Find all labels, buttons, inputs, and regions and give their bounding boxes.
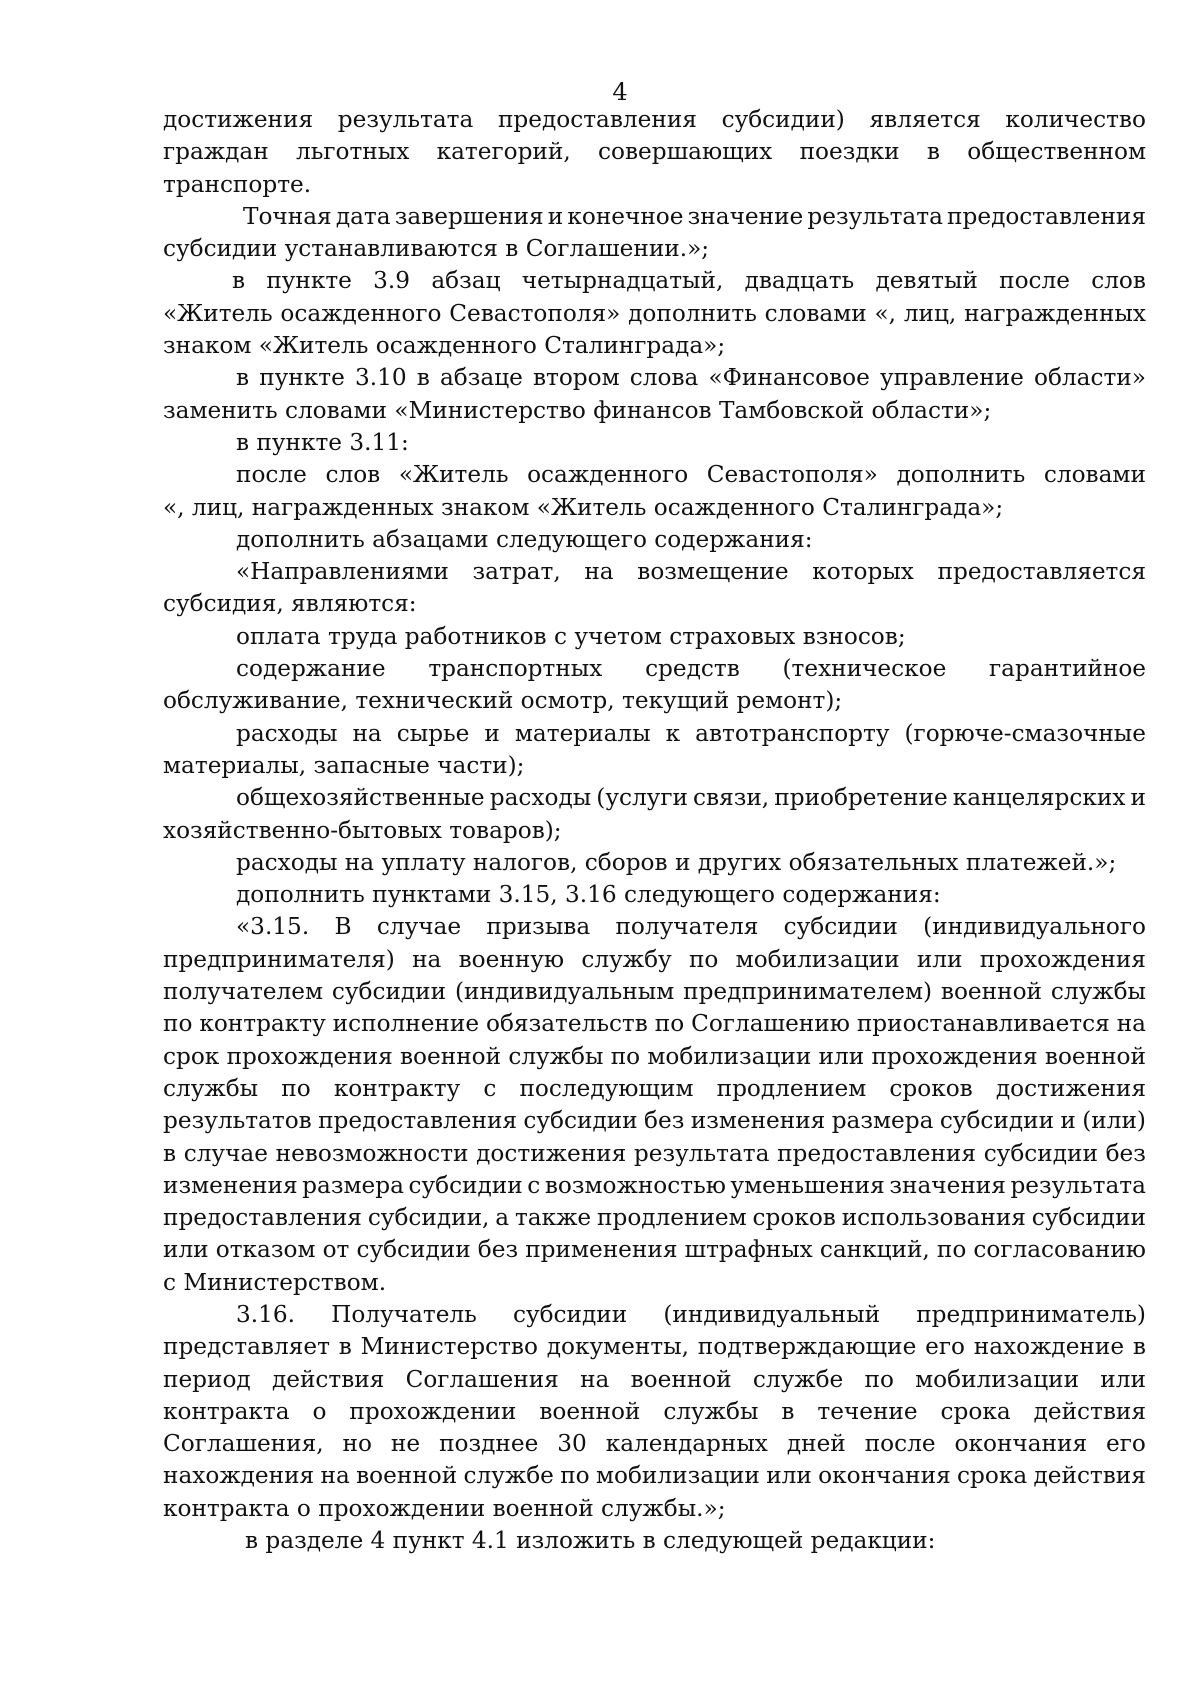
- word: втором: [532, 364, 620, 392]
- text-line: субсидия, являются:: [163, 590, 417, 618]
- word: нахождение: [973, 1333, 1125, 1361]
- word: субсидии: [331, 978, 447, 1006]
- text-line: [163, 1202, 1146, 1234]
- word: после: [999, 267, 1070, 295]
- word: дней: [786, 1430, 846, 1458]
- word: и: [1060, 1107, 1076, 1135]
- word: мобилизации: [915, 1365, 1080, 1393]
- word: с: [527, 1171, 541, 1199]
- word: предприниматель): [916, 1300, 1146, 1328]
- word: субсидии: [408, 1171, 523, 1199]
- word: словами: [1043, 461, 1146, 489]
- word: области»: [1034, 364, 1146, 392]
- word: четырнадцатый,: [521, 267, 724, 295]
- text-line: знаком «Житель осажденного Сталинграда»;: [163, 332, 726, 360]
- word: субсидии: [939, 1107, 1055, 1135]
- word: количество: [1005, 106, 1146, 133]
- word: по: [654, 1010, 685, 1038]
- word: (индивидуальным: [454, 978, 675, 1006]
- text-line: [163, 1170, 1146, 1202]
- word: военной: [400, 1042, 502, 1070]
- text-line: [163, 1008, 1146, 1040]
- word: конечное: [567, 202, 684, 230]
- word: предоставляется: [937, 558, 1146, 586]
- word: девятый: [875, 267, 978, 295]
- text-line: [163, 265, 1146, 297]
- word: на: [412, 945, 442, 973]
- word: средств: [645, 655, 740, 683]
- text-line: [163, 1396, 1146, 1428]
- word: Севастополя»: [706, 461, 878, 489]
- text-line: материалы, запасные части);: [163, 751, 525, 779]
- word: прохождения: [871, 1042, 1038, 1070]
- word: лиц,: [903, 299, 957, 327]
- word: получателя: [615, 913, 759, 941]
- text-line: [163, 718, 1146, 750]
- text-line: обслуживание, технический осмотр, текущий ремонт);: [163, 687, 843, 715]
- word: срока: [940, 1397, 1011, 1425]
- word: военной: [356, 1462, 458, 1490]
- word: службу: [581, 945, 672, 973]
- word: мобилизации: [647, 1042, 812, 1070]
- word: санкций,: [819, 1236, 930, 1264]
- text-line: [163, 136, 1146, 168]
- word: приобретение: [774, 784, 948, 812]
- word: субсидии,: [367, 1204, 490, 1232]
- word: в: [926, 138, 940, 166]
- text-line: [163, 1041, 1146, 1073]
- word: возможностью: [544, 1171, 726, 1199]
- text-line: с Министерством.: [163, 1268, 387, 1296]
- word: на: [584, 558, 614, 586]
- word: «,: [874, 299, 897, 327]
- word: или: [916, 945, 963, 973]
- word: завершения: [394, 202, 544, 230]
- word: (индивидуального: [923, 913, 1146, 941]
- word: канцелярских: [952, 784, 1126, 812]
- word: в: [232, 267, 246, 295]
- word: связи,: [693, 784, 770, 812]
- word: дата: [335, 202, 391, 230]
- word: службы: [1050, 978, 1146, 1006]
- text-line: контракта о прохождении военной службы.»;: [163, 1494, 726, 1522]
- word: и: [1130, 784, 1146, 812]
- word: окончания: [954, 1430, 1088, 1458]
- text-line: заменить словами «Министерство финансов Тамбовской области»;: [163, 396, 992, 424]
- word: срока: [957, 1462, 1028, 1490]
- text-line: [163, 911, 1146, 943]
- word: награжденных: [964, 299, 1146, 327]
- word: сроков: [752, 1204, 836, 1232]
- word: В: [334, 913, 352, 941]
- word: приостанавливается: [856, 1010, 1110, 1038]
- word: слов: [325, 461, 381, 489]
- word: в: [236, 364, 250, 392]
- word: по: [936, 1236, 967, 1264]
- text-line: [163, 298, 1146, 330]
- word: к: [665, 719, 681, 747]
- word: общехозяйственные: [236, 784, 485, 812]
- word: в: [1132, 1333, 1146, 1361]
- text-line: [163, 1234, 1146, 1266]
- word: пункте: [266, 267, 352, 295]
- text-line: [163, 976, 1146, 1008]
- word: течение: [817, 1397, 918, 1425]
- word: слова: [629, 364, 699, 392]
- word: нахождения: [163, 1462, 315, 1490]
- word: дополнить: [896, 461, 1026, 489]
- word: контракту: [333, 1074, 461, 1102]
- word: без: [644, 1107, 685, 1135]
- word: размера: [302, 1171, 404, 1199]
- word: Точная: [243, 202, 332, 230]
- text-line: [163, 653, 1146, 685]
- word: результатов: [163, 1107, 312, 1135]
- word: дополнить: [628, 299, 757, 327]
- word: действия: [1033, 1397, 1146, 1425]
- word: окончания: [818, 1462, 951, 1490]
- word: прохождения: [979, 945, 1146, 973]
- word: с: [483, 1074, 497, 1102]
- text-line: дополнить абзацами следующего содержания:: [236, 525, 813, 553]
- word: согласованию: [973, 1236, 1146, 1264]
- word: или: [1100, 1365, 1146, 1393]
- word: по: [610, 1042, 641, 1070]
- word: субсидии: [512, 1300, 628, 1328]
- word: предоставления: [163, 1204, 362, 1232]
- word: 30: [557, 1430, 587, 1458]
- word: позднее: [439, 1430, 539, 1458]
- word: на: [320, 1462, 350, 1490]
- word: Министерство: [360, 1333, 538, 1361]
- word: автотранспорту: [695, 719, 890, 747]
- text-line: субсидии устанавливаются в Соглашении.»;: [163, 235, 710, 263]
- word: продлением: [716, 1074, 867, 1102]
- word: Соглашения: [405, 1365, 559, 1393]
- word: результата: [633, 1139, 770, 1167]
- word: период: [163, 1365, 251, 1393]
- word: военной: [1044, 1042, 1146, 1070]
- word: также: [514, 1204, 592, 1232]
- word: изменения: [690, 1107, 826, 1135]
- word: сроков: [889, 1074, 973, 1102]
- word: от: [322, 1236, 350, 1264]
- word: общественном: [967, 138, 1146, 166]
- word: действия: [271, 1365, 385, 1393]
- word: затрат,: [472, 558, 561, 586]
- word: прохождении: [349, 1397, 517, 1425]
- word: календарных: [605, 1430, 768, 1458]
- word: контракту: [199, 1010, 326, 1038]
- word: по: [560, 1462, 590, 1490]
- word: военную: [458, 945, 565, 973]
- word: применения: [525, 1236, 678, 1264]
- word: «3.15.: [236, 913, 310, 941]
- word: без: [477, 1236, 519, 1264]
- word: и: [484, 719, 500, 747]
- text-line: хозяйственно-бытовых товаров);: [163, 816, 562, 844]
- word: службы: [663, 1397, 759, 1425]
- text-line: [163, 1331, 1146, 1363]
- text-line: «, лиц, награжденных знаком «Житель осажденного Сталинграда»;: [163, 493, 1004, 521]
- word: призыва: [486, 913, 591, 941]
- text-line: дополнить пунктами 3.15, 3.16 следующего содержания:: [236, 881, 941, 909]
- word: словами: [764, 299, 867, 327]
- text-line: расходы на уплату налогов, сборов и других обязательных платежей.»;: [236, 848, 1117, 876]
- word: «Житель: [163, 299, 273, 327]
- word: в: [163, 1139, 177, 1167]
- word: размера: [831, 1107, 934, 1135]
- word: не: [390, 1430, 421, 1458]
- word: мобилизации: [595, 1462, 760, 1490]
- word: действия: [1033, 1462, 1146, 1490]
- word: обязательств: [486, 1010, 648, 1038]
- word: 3.9: [373, 267, 411, 295]
- word: по: [281, 1074, 311, 1102]
- word: предпринимателя): [163, 945, 395, 973]
- word: (индивидуальный: [663, 1300, 881, 1328]
- word: на: [1116, 1010, 1146, 1038]
- word: о: [312, 1397, 327, 1425]
- word: в: [416, 364, 430, 392]
- word: возмещение: [637, 558, 789, 586]
- word: Севастополя»: [449, 299, 621, 327]
- word: предоставления: [318, 1107, 518, 1135]
- word: Соглашения,: [163, 1430, 324, 1458]
- text-line: [163, 1428, 1146, 1460]
- text-line: в пункте 3.11:: [236, 428, 409, 456]
- word: его: [1106, 1430, 1146, 1458]
- word: без: [1105, 1139, 1146, 1167]
- word: предоставления: [947, 202, 1146, 230]
- word: двадцать: [744, 267, 855, 295]
- word: «Финансовое: [708, 364, 870, 392]
- word: Соглашению: [691, 1010, 850, 1038]
- word: подтверждающие: [697, 1333, 917, 1361]
- word: осажденного: [280, 299, 442, 327]
- word: уменьшения: [730, 1171, 885, 1199]
- word: является: [869, 106, 981, 133]
- word: абзаце: [439, 364, 523, 392]
- word: достижения: [476, 1139, 627, 1167]
- text-line: [163, 362, 1146, 394]
- word: на: [352, 719, 382, 747]
- document-body: [163, 104, 1146, 1557]
- word: после: [236, 461, 307, 489]
- word: в: [781, 1397, 795, 1425]
- word: (техническое: [782, 655, 947, 683]
- word: (услуги: [596, 784, 688, 812]
- word: содержание: [236, 655, 386, 683]
- word: или: [766, 1462, 812, 1490]
- word: управление: [879, 364, 1024, 392]
- word: субсидии: [356, 1236, 471, 1264]
- word: срок: [163, 1042, 220, 1070]
- word: Получатель: [331, 1300, 477, 1328]
- word: значение: [687, 202, 804, 230]
- word: субсидии: [983, 1139, 1098, 1167]
- word: использования: [841, 1204, 1026, 1232]
- word: военной: [539, 1397, 641, 1425]
- word: военной: [940, 978, 1042, 1006]
- word: транспортных: [428, 655, 603, 683]
- word: субсидии: [783, 913, 898, 941]
- text-line: [163, 1138, 1146, 1170]
- word: слов: [1091, 267, 1146, 295]
- word: представляет: [163, 1333, 330, 1361]
- word: и: [547, 202, 564, 230]
- word: значения: [889, 1171, 1006, 1199]
- word: по: [163, 1010, 193, 1038]
- word: документы,: [546, 1333, 689, 1361]
- text-line: [163, 782, 1146, 814]
- word: исполнение: [332, 1010, 480, 1038]
- text-line: [163, 1073, 1146, 1105]
- word: (или): [1082, 1107, 1146, 1135]
- word: его: [925, 1333, 965, 1361]
- word: 3.10: [354, 364, 407, 392]
- word: льготных: [296, 138, 410, 166]
- word: предоставления: [777, 1139, 977, 1167]
- text-line: [163, 459, 1146, 491]
- word: штрафных: [684, 1236, 813, 1264]
- word: прохождения: [226, 1042, 393, 1070]
- word: продлением: [597, 1204, 747, 1232]
- text-line: в разделе 4 пункт 4.1 изложить в следующей редакции:: [245, 1527, 936, 1555]
- text-line: оплата труда работников с учетом страховых взносов;: [236, 622, 906, 650]
- word: достижения: [163, 106, 314, 133]
- word: материалы: [514, 719, 651, 747]
- word: на: [580, 1365, 610, 1393]
- word: после: [864, 1430, 936, 1458]
- word: граждан: [163, 138, 269, 166]
- word: по: [688, 945, 719, 973]
- word: сырье: [396, 719, 470, 747]
- text-line: [163, 944, 1146, 976]
- word: отказом: [215, 1236, 316, 1264]
- word: но: [342, 1430, 372, 1458]
- word: категорий,: [436, 138, 571, 166]
- word: совершающих: [598, 138, 773, 166]
- word: последующим: [519, 1074, 694, 1102]
- word: достижения: [995, 1074, 1146, 1102]
- word: субсидии: [1031, 1204, 1146, 1232]
- text-line: [163, 104, 1146, 136]
- word: результата: [337, 106, 474, 133]
- word: предпринимателем): [683, 978, 933, 1006]
- word: результата: [1010, 1171, 1146, 1199]
- text-line: [163, 1364, 1146, 1396]
- word: поездки: [799, 138, 900, 166]
- word: службе: [463, 1462, 554, 1490]
- word: результата: [807, 202, 943, 230]
- word: которых: [812, 558, 914, 586]
- word: «Направлениями: [236, 558, 449, 586]
- word: службы: [163, 1074, 259, 1102]
- word: случае: [183, 1139, 268, 1167]
- word: контракта: [163, 1397, 290, 1425]
- word: осажденного: [527, 461, 689, 489]
- word: или: [818, 1042, 865, 1070]
- text-line: [163, 556, 1146, 588]
- word: субсидии): [721, 106, 845, 133]
- word: пункте: [259, 364, 345, 392]
- word: службе: [752, 1365, 844, 1393]
- word: случае: [376, 913, 462, 941]
- word: мобилизации: [735, 945, 900, 973]
- text-line: [163, 1299, 1146, 1331]
- text-line: [163, 1105, 1146, 1137]
- word: а: [495, 1204, 510, 1232]
- word: расходы: [236, 719, 338, 747]
- word: расходы: [489, 784, 592, 812]
- word: предоставления: [497, 106, 697, 133]
- word: изменения: [163, 1171, 298, 1199]
- word: в: [338, 1333, 352, 1361]
- word: «Житель: [398, 461, 509, 489]
- word: гарантийное: [989, 655, 1146, 683]
- text-line: [163, 201, 1146, 233]
- text-line: [163, 1460, 1146, 1492]
- word: службы: [508, 1042, 604, 1070]
- word: абзац: [431, 267, 501, 295]
- word: субсидии: [523, 1107, 638, 1135]
- word: невозможности: [275, 1139, 469, 1167]
- word: (горюче-смазочные: [904, 719, 1146, 747]
- word: или: [163, 1236, 209, 1264]
- word: получателем: [163, 978, 323, 1006]
- word: 3.16.: [236, 1300, 295, 1328]
- word: военной: [630, 1365, 732, 1393]
- word: по: [864, 1365, 894, 1393]
- page-number: 4: [612, 78, 628, 106]
- text-line: транспорте.: [163, 170, 312, 198]
